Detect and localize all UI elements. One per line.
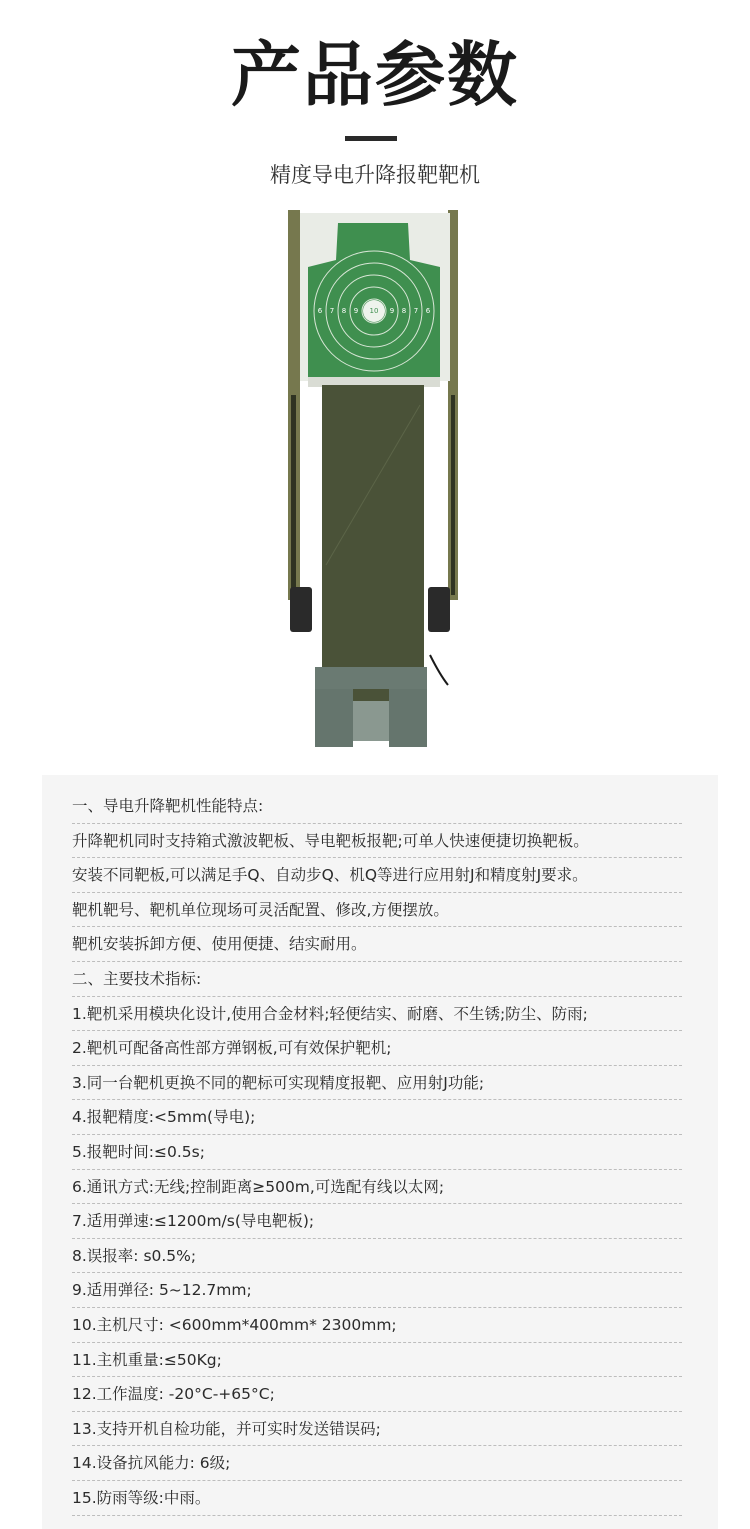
- spec-line: 3.同一台靶机更换不同的靶标可实现精度报靶、应用射J功能;: [72, 1066, 682, 1101]
- spec-line: 靶机靶号、靶机单位现场可灵活配置、修改,方便摆放。: [72, 893, 682, 928]
- right-mechanism: [428, 587, 450, 632]
- machine-base: [315, 667, 427, 689]
- product-photo: [280, 205, 470, 750]
- spec-line: 2.靶机可配备高性部方弹钢板,可有效保护靶机;: [72, 1031, 682, 1066]
- spec-section-heading: 一、导电升降靶机性能特点:: [72, 789, 682, 824]
- ring-number: 9: [389, 307, 395, 315]
- ring-number: 10: [369, 307, 379, 315]
- spec-line: 12.工作温度: -20°C-+65°C;: [72, 1377, 682, 1412]
- spec-section-heading: 二、主要技术指标:: [72, 962, 682, 997]
- ring-number: 7: [329, 307, 335, 315]
- ring-number: 8: [341, 307, 347, 315]
- ring-number: 6: [425, 307, 431, 315]
- product-subtitle: 精度导电升降报靶靶机: [270, 163, 480, 187]
- spec-line: 4.报靶精度:<5mm(导电);: [72, 1100, 682, 1135]
- page-title: 产品参数: [231, 34, 519, 116]
- left-mechanism: [290, 587, 312, 632]
- spec-line: 13.支持开机自检功能，并可实时发送错误码;: [72, 1412, 682, 1447]
- ring-number: 7: [413, 307, 419, 315]
- spec-line: 5.报靶时间:≤0.5s;: [72, 1135, 682, 1170]
- spec-line: 11.主机重量:≤50Kg;: [72, 1343, 682, 1378]
- spec-line: 6.通讯方式:无线;控制距离≥500m,可选配有线以太网;: [72, 1170, 682, 1205]
- ring-number: 8: [401, 307, 407, 315]
- spec-panel: [42, 775, 718, 1529]
- spec-line: 8.误报率: s0.5%;: [72, 1239, 682, 1274]
- spec-line: 安装不同靶板,可以满足手Q、自动步Q、机Q等进行应用射J和精度射J要求。: [72, 858, 682, 893]
- title-underline: [345, 136, 397, 141]
- spec-line: 14.设备抗风能力: 6级;: [72, 1446, 682, 1481]
- spec-line: 靶机安装拆卸方便、使用便捷、结实耐用。: [72, 927, 682, 962]
- spec-line: 9.适用弹径: 5~12.7mm;: [72, 1273, 682, 1308]
- spec-line: 升降靶机同时支持箱式激波靶板、导电靶板报靶;可单人快速便捷切换靶板。: [72, 824, 682, 859]
- ring-number: 9: [353, 307, 359, 315]
- spec-line: 10.主机尺寸: <600mm*400mm* 2300mm;: [72, 1308, 682, 1343]
- ring-number: 6: [317, 307, 323, 315]
- spec-line: 7.适用弹速:≤1200m/s(导电靶板);: [72, 1204, 682, 1239]
- spec-line: 1.靶机采用模块化设计,使用合金材料;轻便结实、耐磨、不生锈;防尘、防雨;: [72, 997, 682, 1032]
- spec-line: 15.防雨等级:中雨。: [72, 1481, 682, 1516]
